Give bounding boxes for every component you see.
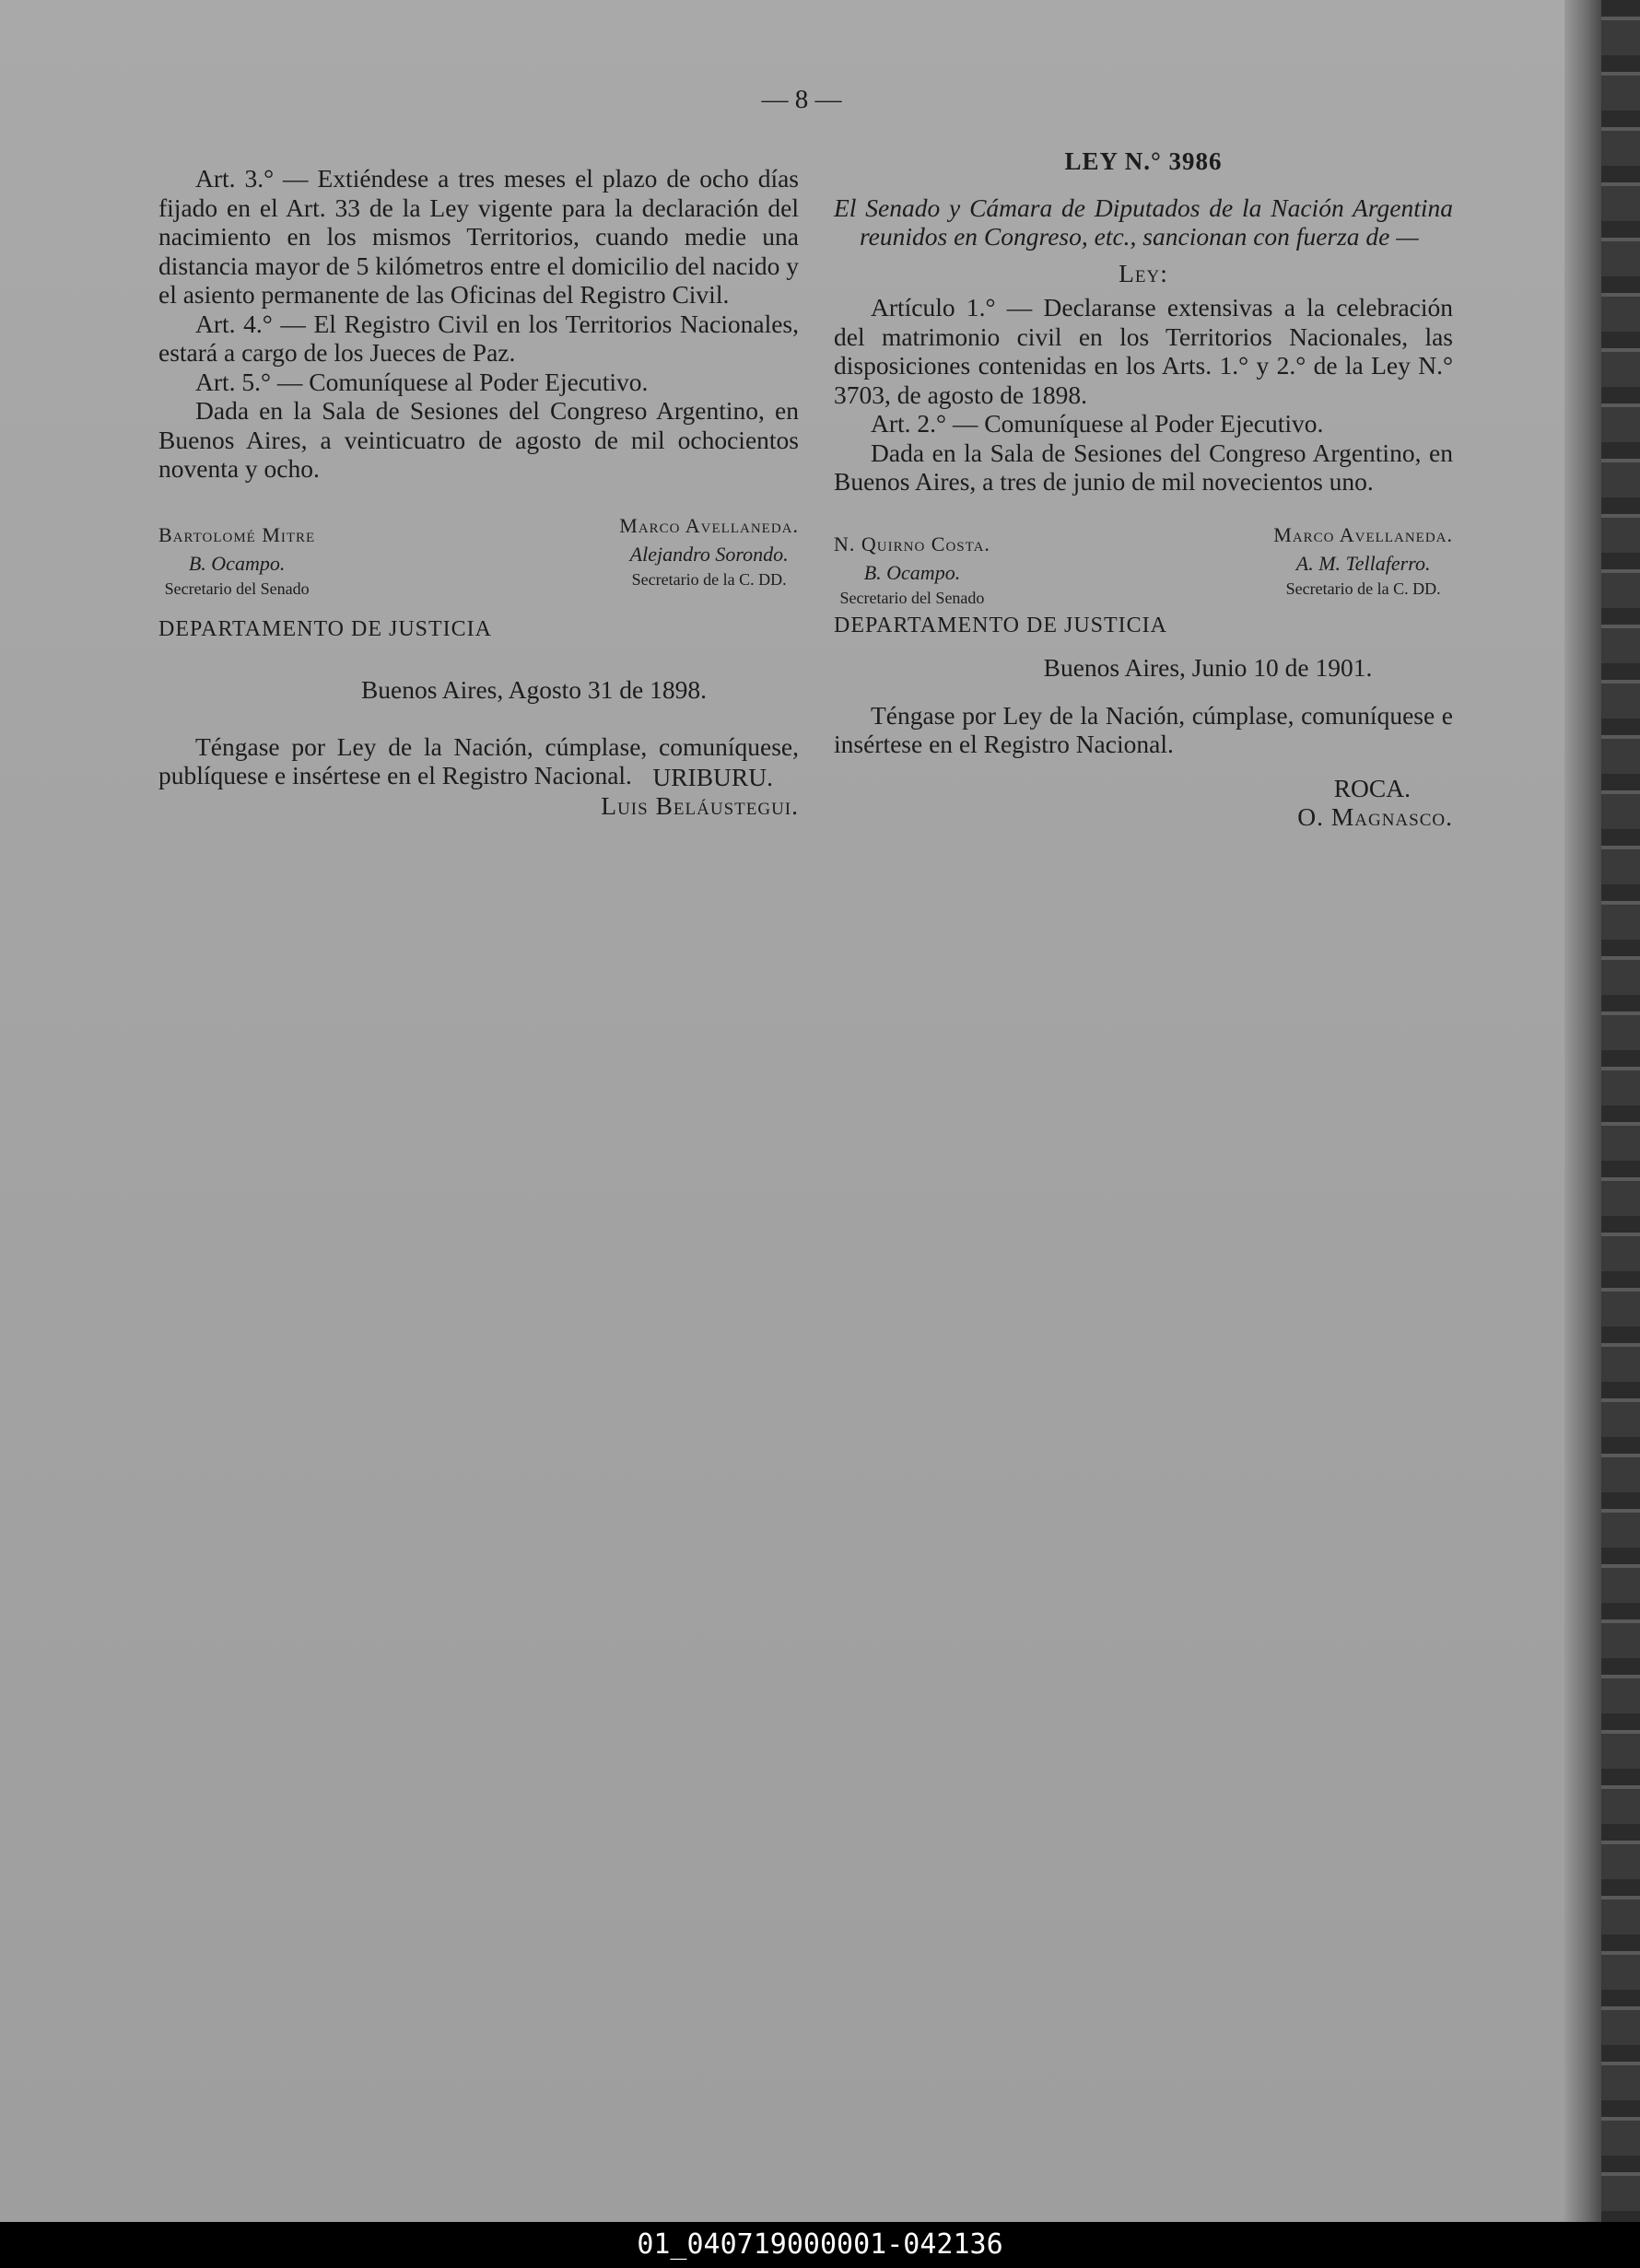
law-ley-heading: Ley: <box>1119 258 1168 287</box>
deputies-secretary-role: Secretario de la C. DD. <box>631 569 787 589</box>
right-senate-secretary-name: B. Ocampo. <box>863 561 961 584</box>
right-signer-minister: O. Magnasco. <box>1297 802 1453 831</box>
left-article-4: Art. 4.° — El Registro Civil en los Territorios Nacionales, estará a cargo de los Jueces de Paz. <box>158 309 799 367</box>
left-article-3: Art. 3.° — Extiéndese a tres meses el plazo de ocho días fijado en el Art. 33 de la Ley vigente para la declaración del nacimiento en los mismos Territorios, cuando medie una distancia mayor de 5 kilómetros entre el domicilio del nacido y el asiento permanente de las Oficinas del Registro Civil. <box>158 164 799 309</box>
right-deputies-secretary-name: A. M. Tellaferro. <box>1295 552 1431 575</box>
right-article-2: Art. 2.° — Comuníquese al Poder Ejecutivo. <box>871 409 1324 438</box>
right-decree: Téngase por Ley de la Nación, cúmplase, comuníquese e insértese en el Registro Nacional. <box>834 700 1453 758</box>
deputies-president-name: Marco Avellaneda. <box>619 513 799 537</box>
left-article-5: Art. 5.° — Comuníquese al Poder Ejecutivo. <box>195 367 649 396</box>
law-title: LEY N.° 3986 <box>1064 147 1223 175</box>
left-decree: Téngase por Ley de la Nación, cúmplase, comuníquese, publíquese e insértese en el Registro Nacional. <box>158 731 799 789</box>
right-department: DEPARTAMENTO DE JUSTICIA <box>834 613 1167 637</box>
scan-identifier: 01_040719000001-042136 <box>0 2222 1640 2268</box>
right-deputies-president-name: Marco Avellaneda. <box>1273 522 1453 546</box>
senate-secretary-role: Secretario del Senado <box>164 579 310 598</box>
right-senate-president-name: N. Quirno Costa. <box>834 532 990 555</box>
right-column <box>834 147 1453 832</box>
right-senate-secretary-role: Secretario del Senado <box>839 588 985 607</box>
left-signer-president: URIBURU. <box>652 762 773 791</box>
right-dada-paragraph: Dada en la Sala de Sesiones del Congreso Argentino, en Buenos Aires, a tres de junio de mil novecientos uno. <box>834 438 1453 496</box>
senate-president-name: Bartolomé Mitre <box>158 522 316 546</box>
right-signature-deputies <box>1273 520 1453 608</box>
page-number: — 8 — <box>761 85 842 114</box>
deputies-secretary-name: Alejandro Sorondo. <box>629 543 789 566</box>
law-preamble: El Senado y Cámara de Diputados de la Nación Argentina reunidos en Congreso, etc., sancionan con fuerza de — <box>834 193 1453 251</box>
page-edge-shadow <box>1564 0 1601 2222</box>
left-signature-senate <box>158 511 315 599</box>
left-dada-paragraph: Dada en la Sala de Sesiones del Congreso Argentino, en Buenos Aires, a veinticuatro de agosto de mil ochocientos noventa y ocho. <box>158 396 799 483</box>
book-binding-edge <box>1601 0 1640 2222</box>
right-article-1: Artículo 1.° — Declaranse extensivas a la celebración del matrimonio civil en los Territorios Nacionales, las disposiciones contenidas en los Arts. 1.° y 2.° de la Ley N.° 3703, de agosto de 1898. <box>834 293 1453 409</box>
senate-secretary-name: B. Ocampo. <box>188 552 286 575</box>
right-date: Buenos Aires, Junio 10 de 1901. <box>1043 653 1373 682</box>
right-signatures <box>834 520 1453 608</box>
left-department: DEPARTAMENTO DE JUSTICIA <box>158 616 492 641</box>
left-signature-deputies <box>619 511 799 599</box>
right-signer-president: ROCA. <box>1333 773 1411 802</box>
left-signer-minister: Luis Beláustegui. <box>601 791 799 820</box>
left-column <box>158 164 799 821</box>
left-signatures <box>158 511 799 599</box>
right-signature-senate <box>834 520 990 608</box>
left-date: Buenos Aires, Agosto 31 de 1898. <box>360 675 708 704</box>
right-deputies-secretary-role: Secretario de la C. DD. <box>1285 579 1441 598</box>
